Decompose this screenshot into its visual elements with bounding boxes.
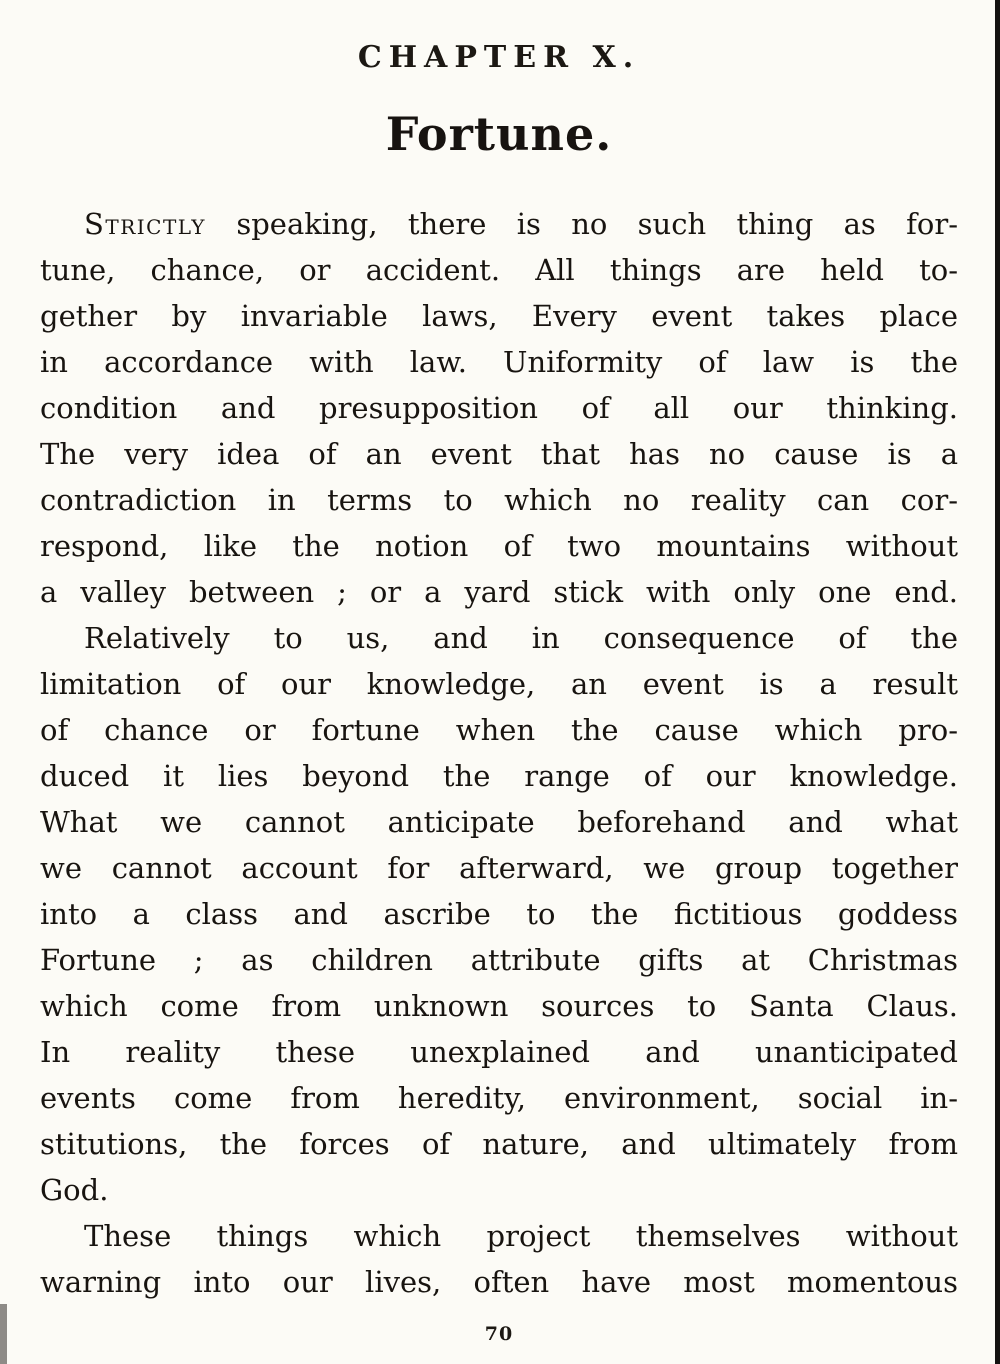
text-line: in accordance with law. Uniformity of law is the — [40, 345, 958, 379]
paragraph-2 — [40, 615, 958, 1213]
paragraph-1 — [40, 201, 958, 615]
text-line: These things which project themselves without — [84, 1219, 958, 1253]
text-line: stitutions, the forces of nature, and ultimately from — [40, 1127, 958, 1161]
section-title: Fortune. — [385, 107, 613, 161]
text-line: The very idea of an event that has no cause is a — [40, 437, 958, 471]
text-line: What we cannot anticipate beforehand and what — [40, 805, 958, 839]
text-line: into a class and ascribe to the fictitious goddess — [40, 897, 958, 931]
lead-word-smallcaps: Strictly — [84, 207, 207, 241]
text-line: respond, like the notion of two mountains without — [40, 529, 958, 563]
text-line: condition and presupposition of all our thinking. — [40, 391, 958, 425]
text-line: gether by invariable laws, Every event takes place — [40, 299, 958, 333]
paragraph-3 — [40, 1213, 958, 1305]
text-line: a valley between ; or a yard stick with only one end. — [40, 575, 958, 609]
text-line: tune, chance, or accident. All things are held to- — [40, 253, 958, 287]
text-line: contradiction in terms to which no reality can cor- — [40, 483, 958, 517]
text-line: limitation of our knowledge, an event is a result — [40, 667, 958, 701]
text-line-rest: speaking, there is no such thing as for- — [236, 207, 958, 241]
chapter-heading: CHAPTER X. — [357, 40, 641, 75]
text-line — [40, 201, 958, 247]
text-line: Relatively to us, and in consequence of the — [84, 621, 958, 655]
text-line: God. — [40, 1173, 109, 1207]
scan-corner-artifact — [0, 1304, 7, 1364]
body-text — [40, 201, 958, 1305]
text-line: duced it lies beyond the range of our knowledge. — [40, 759, 958, 793]
text-line: events come from heredity, environment, social in- — [40, 1081, 958, 1115]
text-line: of chance or fortune when the cause which pro- — [40, 713, 958, 747]
text-line: In reality these unexplained and unanticipated — [40, 1035, 958, 1069]
text-line: warning into our lives, often have most momentous — [40, 1265, 958, 1299]
text-line: which come from unknown sources to Santa Claus. — [40, 989, 958, 1023]
text-line: we cannot account for afterward, we group together — [40, 851, 958, 885]
page-number: 70 — [484, 1323, 514, 1345]
scan-edge-artifact — [995, 0, 1000, 1364]
text-line: Fortune ; as children attribute gifts at Christmas — [40, 943, 958, 977]
